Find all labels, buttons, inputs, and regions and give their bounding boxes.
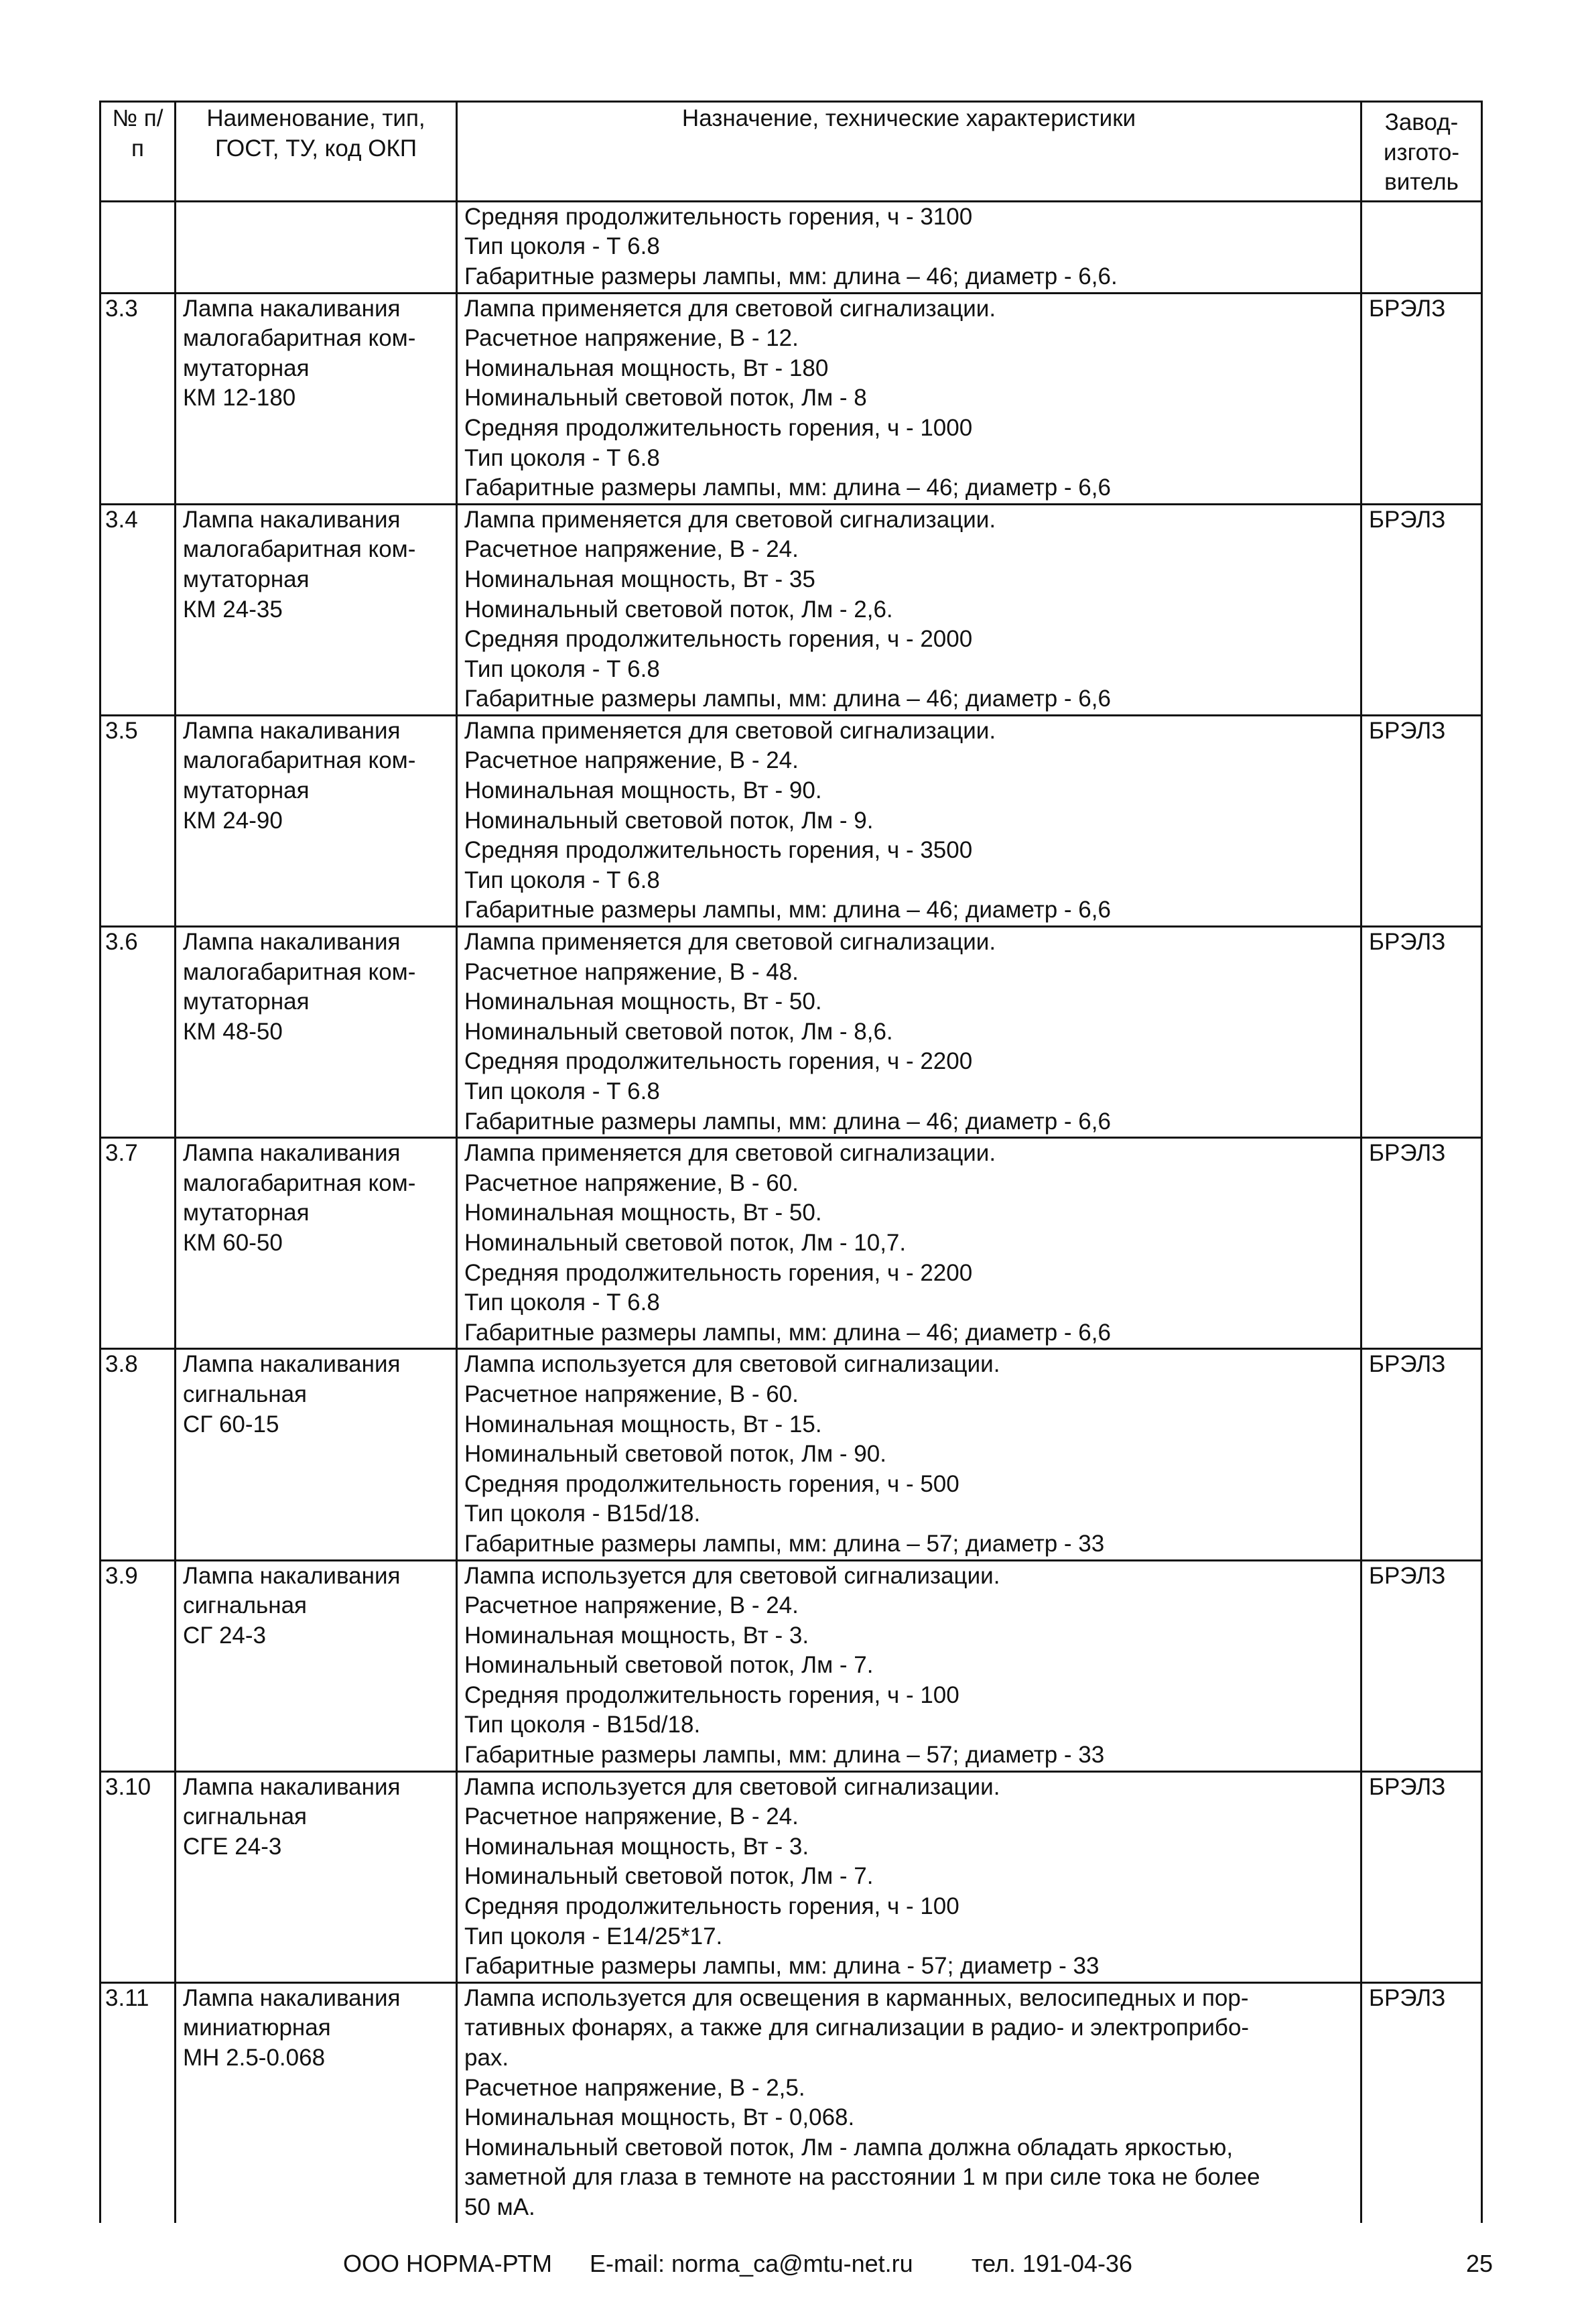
manufacturer-cell: БРЭЛЗ [1361, 1771, 1482, 1982]
name-line: КМ 12-180 [183, 385, 296, 411]
spec-line: тативных фонарях, а также для сигнализации в радио- и электроприбо- [464, 2015, 1250, 2041]
name-line: КМ 24-90 [183, 807, 283, 834]
name-line: Лампа накаливания [183, 1562, 401, 1589]
name-line: миниатюрная [183, 2015, 331, 2041]
spec-line: Расчетное напряжение, В - 24. [464, 747, 799, 774]
specs-cell [457, 1771, 1361, 1982]
name-cell [176, 293, 457, 504]
name-cell [176, 504, 457, 715]
spec-line: Номинальная мощность, Вт - 3. [464, 1833, 809, 1860]
spec-line: Тип цоколя - Т 6.8 [464, 1078, 660, 1104]
table-row-continuation [101, 201, 1482, 293]
number-cell [101, 201, 176, 293]
table-header-row [101, 102, 1482, 202]
spec-line: Номинальная мощность, Вт - 50. [464, 988, 822, 1015]
number-cell: 3.6 [101, 927, 176, 1138]
spec-line: Габаритные размеры лампы, мм: длина – 57; диаметр - 33 [464, 1742, 1105, 1769]
name-line: КМ 48-50 [183, 1018, 283, 1045]
name-line: малогабаритная ком- [183, 1169, 416, 1196]
number-cell: 3.7 [101, 1138, 176, 1349]
name-line: сигнальная [183, 1381, 308, 1407]
spec-line: Лампа применяется для световой сигнализации. [464, 717, 996, 744]
footer-org: ООО НОРМА-РТМ [343, 2250, 552, 2277]
spec-line: Номинальный световой поток, Лм - 90. [464, 1441, 886, 1468]
spec-line: Расчетное напряжение, В - 2,5. [464, 2074, 805, 2101]
table-row [101, 1138, 1482, 1349]
spec-line: Габаритные размеры лампы, мм: длина – 46; диаметр - 6,6 [464, 897, 1111, 923]
spec-line: Номинальная мощность, Вт - 50. [464, 1200, 822, 1226]
number-cell: 3.8 [101, 1349, 176, 1560]
number-cell: 3.4 [101, 504, 176, 715]
table-row [101, 927, 1482, 1138]
name-line: сигнальная [183, 1592, 308, 1619]
manufacturer-cell: БРЭЛЗ [1361, 1138, 1482, 1349]
spec-line: Средняя продолжительность горения, ч - 2200 [464, 1259, 973, 1286]
name-line: малогабаритная ком- [183, 958, 416, 985]
spec-line: Номинальная мощность, Вт - 3. [464, 1622, 809, 1649]
name-line: мутаторная [183, 988, 310, 1015]
name-line: Лампа накаливания [183, 1351, 401, 1378]
spec-line: Средняя продолжительность горения, ч - 100 [464, 1681, 959, 1708]
spec-line: Расчетное напряжение, В - 24. [464, 1592, 799, 1619]
spec-line: Лампа используется для световой сигнализации. [464, 1773, 1000, 1800]
specs-table [99, 101, 1483, 2223]
table-row [101, 293, 1482, 504]
spec-line: Расчетное напряжение, В - 12. [464, 325, 799, 352]
specs-cell [457, 1982, 1361, 2222]
specs-cell [457, 504, 1361, 715]
name-line: мутаторная [183, 777, 310, 804]
spec-line: Габаритные размеры лампы, мм: длина – 46; диаметр - 6,6 [464, 686, 1111, 712]
spec-line: Расчетное напряжение, В - 24. [464, 1803, 799, 1830]
number-cell: 3.10 [101, 1771, 176, 1982]
spec-line: Лампа применяется для световой сигнализации. [464, 1140, 996, 1167]
name-line: мутаторная [183, 1200, 310, 1226]
spec-line: Лампа применяется для световой сигнализации. [464, 506, 996, 533]
name-cell [176, 1771, 457, 1982]
spec-line: Лампа применяется для световой сигнализации. [464, 929, 996, 956]
specs-cell [457, 201, 1361, 293]
name-line: мутаторная [183, 566, 310, 592]
name-line: Лампа накаливания [183, 717, 401, 744]
name-cell [176, 201, 457, 293]
number-cell: 3.9 [101, 1560, 176, 1771]
name-line: МН 2.5-0.068 [183, 2045, 326, 2071]
spec-line: Номинальная мощность, Вт - 35 [464, 566, 815, 592]
spec-line: 50 мА. [464, 2193, 535, 2220]
spec-line: Тип цоколя - Т 6.8 [464, 444, 660, 471]
number-cell: 3.11 [101, 1982, 176, 2222]
spec-line: Номинальный световой поток, Лм - 8,6. [464, 1018, 893, 1045]
spec-line: Средняя продолжительность горения, ч - 2200 [464, 1048, 973, 1075]
name-line: СГ 60-15 [183, 1411, 279, 1437]
header-specs: Назначение, технические характеристики [457, 102, 1361, 202]
specs-cell [457, 1138, 1361, 1349]
spec-line: Габаритные размеры лампы, мм: длина – 46; диаметр - 6,6 [464, 1319, 1111, 1346]
spec-line: Тип цоколя - B15d/18. [464, 1712, 701, 1738]
name-line: мутаторная [183, 355, 310, 381]
spec-line: Номинальная мощность, Вт - 15. [464, 1411, 822, 1437]
spec-line: Номинальный световой поток, Лм - 10,7. [464, 1229, 907, 1256]
manufacturer-cell: БРЭЛЗ [1361, 715, 1482, 926]
spec-line: Средняя продолжительность горения, ч - 3100 [464, 203, 973, 230]
table-row [101, 504, 1482, 715]
header-number: № п/п [101, 102, 176, 202]
spec-line: Габаритные размеры лампы, мм: длина – 57; диаметр - 33 [464, 1530, 1105, 1557]
spec-line: Номинальная мощность, Вт - 0,068. [464, 2104, 855, 2131]
specs-cell [457, 1349, 1361, 1560]
name-cell [176, 715, 457, 926]
spec-line: Номинальная мощность, Вт - 90. [464, 777, 822, 804]
spec-line: Номинальный световой поток, Лм - 2,6. [464, 596, 893, 623]
spec-line: Номинальный световой поток, Лм - 9. [464, 807, 874, 834]
header-manufacturer: Завод-изгото-витель [1361, 102, 1482, 202]
page-footer [0, 2244, 1596, 2284]
spec-line: Тип цоколя - Т 6.8 [464, 867, 660, 893]
name-line: Лампа накаливания [183, 295, 401, 322]
spec-line: Тип цоколя - Т 6.8 [464, 655, 660, 682]
spec-line: Тип цоколя - Т 6.8 [464, 1289, 660, 1316]
spec-line: Лампа используется для освещения в карманных, велосипедных и пор- [464, 1984, 1249, 2011]
spec-line: Расчетное напряжение, В - 24. [464, 536, 799, 563]
spec-line: Расчетное напряжение, В - 60. [464, 1381, 799, 1407]
spec-line: Габаритные размеры лампы, мм: длина – 46; диаметр - 6,6 [464, 1108, 1111, 1135]
spec-line: рах. [464, 2045, 509, 2071]
spec-line: Средняя продолжительность горения, ч - 3500 [464, 837, 973, 864]
spec-line: Габаритные размеры лампы, мм: длина - 57; диаметр - 33 [464, 1953, 1100, 1980]
name-line: Лампа накаливания [183, 1140, 401, 1167]
manufacturer-cell [1361, 201, 1482, 293]
spec-line: Лампа используется для световой сигнализации. [464, 1351, 1000, 1378]
spec-line: Средняя продолжительность горения, ч - 500 [464, 1470, 959, 1497]
name-cell [176, 1560, 457, 1771]
spec-line: Номинальный световой поток, Лм - 8 [464, 385, 867, 411]
name-line: сигнальная [183, 1803, 308, 1830]
footer-email: E-mail: norma_ca@mtu-net.ru [590, 2250, 913, 2277]
spec-line: Средняя продолжительность горения, ч - 2000 [464, 626, 973, 653]
specs-cell [457, 715, 1361, 926]
table-row [101, 1771, 1482, 1982]
name-cell [176, 1138, 457, 1349]
table-row [101, 1349, 1482, 1560]
name-line: Лампа накаливания [183, 929, 401, 956]
name-line: Лампа накаливания [183, 1773, 401, 1800]
header-name: Наименование, тип, ГОСТ, ТУ, код ОКП [176, 102, 457, 202]
name-line: КМ 60-50 [183, 1229, 283, 1256]
manufacturer-cell: БРЭЛЗ [1361, 927, 1482, 1138]
spec-line: Номинальный световой поток, Лм - лампа должна обладать яркостью, [464, 2134, 1234, 2161]
name-line: малогабаритная ком- [183, 536, 416, 563]
name-line: Лампа накаливания [183, 1984, 401, 2011]
name-line: малогабаритная ком- [183, 747, 416, 774]
name-line: СГЕ 24-3 [183, 1833, 282, 1860]
name-cell [176, 1349, 457, 1560]
spec-line: Тип цоколя - Т 6.8 [464, 233, 660, 260]
spec-line: Габаритные размеры лампы, мм: длина – 46; диаметр - 6,6. [464, 263, 1118, 290]
table-row [101, 715, 1482, 926]
spec-line: заметной для глаза в темноте на расстоянии 1 м при силе тока не более [464, 2164, 1260, 2191]
name-line: КМ 24-35 [183, 596, 283, 623]
footer-phone: тел. 191-04-36 [972, 2250, 1133, 2277]
page-number: 25 [1466, 2250, 1493, 2277]
spec-line: Номинальная мощность, Вт - 180 [464, 355, 829, 381]
manufacturer-cell: БРЭЛЗ [1361, 1560, 1482, 1771]
number-cell: 3.3 [101, 293, 176, 504]
manufacturer-cell: БРЭЛЗ [1361, 1349, 1482, 1560]
spec-line: Номинальный световой поток, Лм - 7. [464, 1863, 874, 1890]
name-cell [176, 927, 457, 1138]
specs-cell [457, 1560, 1361, 1771]
spec-line: Расчетное напряжение, В - 48. [464, 958, 799, 985]
spec-line: Тип цоколя - B15d/18. [464, 1500, 701, 1527]
manufacturer-cell: БРЭЛЗ [1361, 504, 1482, 715]
spec-line: Средняя продолжительность горения, ч - 1000 [464, 414, 973, 441]
manufacturer-cell: БРЭЛЗ [1361, 293, 1482, 504]
manufacturer-cell: БРЭЛЗ [1361, 1982, 1482, 2222]
spec-line: Номинальный световой поток, Лм - 7. [464, 1652, 874, 1679]
table-row [101, 1560, 1482, 1771]
specs-cell [457, 927, 1361, 1138]
name-line: Лампа накаливания [183, 506, 401, 533]
name-line: малогабаритная ком- [183, 325, 416, 352]
spec-line: Расчетное напряжение, В - 60. [464, 1169, 799, 1196]
name-cell [176, 1982, 457, 2222]
spec-line: Лампа применяется для световой сигнализации. [464, 295, 996, 322]
specs-cell [457, 293, 1361, 504]
spec-line: Габаритные размеры лампы, мм: длина – 46; диаметр - 6,6 [464, 474, 1111, 501]
name-line: СГ 24-3 [183, 1622, 267, 1649]
table-row [101, 1982, 1482, 2222]
number-cell: 3.5 [101, 715, 176, 926]
spec-line: Тип цоколя - Е14/25*17. [464, 1923, 723, 1949]
spec-line: Лампа используется для световой сигнализации. [464, 1562, 1000, 1589]
spec-line: Средняя продолжительность горения, ч - 100 [464, 1893, 959, 1920]
